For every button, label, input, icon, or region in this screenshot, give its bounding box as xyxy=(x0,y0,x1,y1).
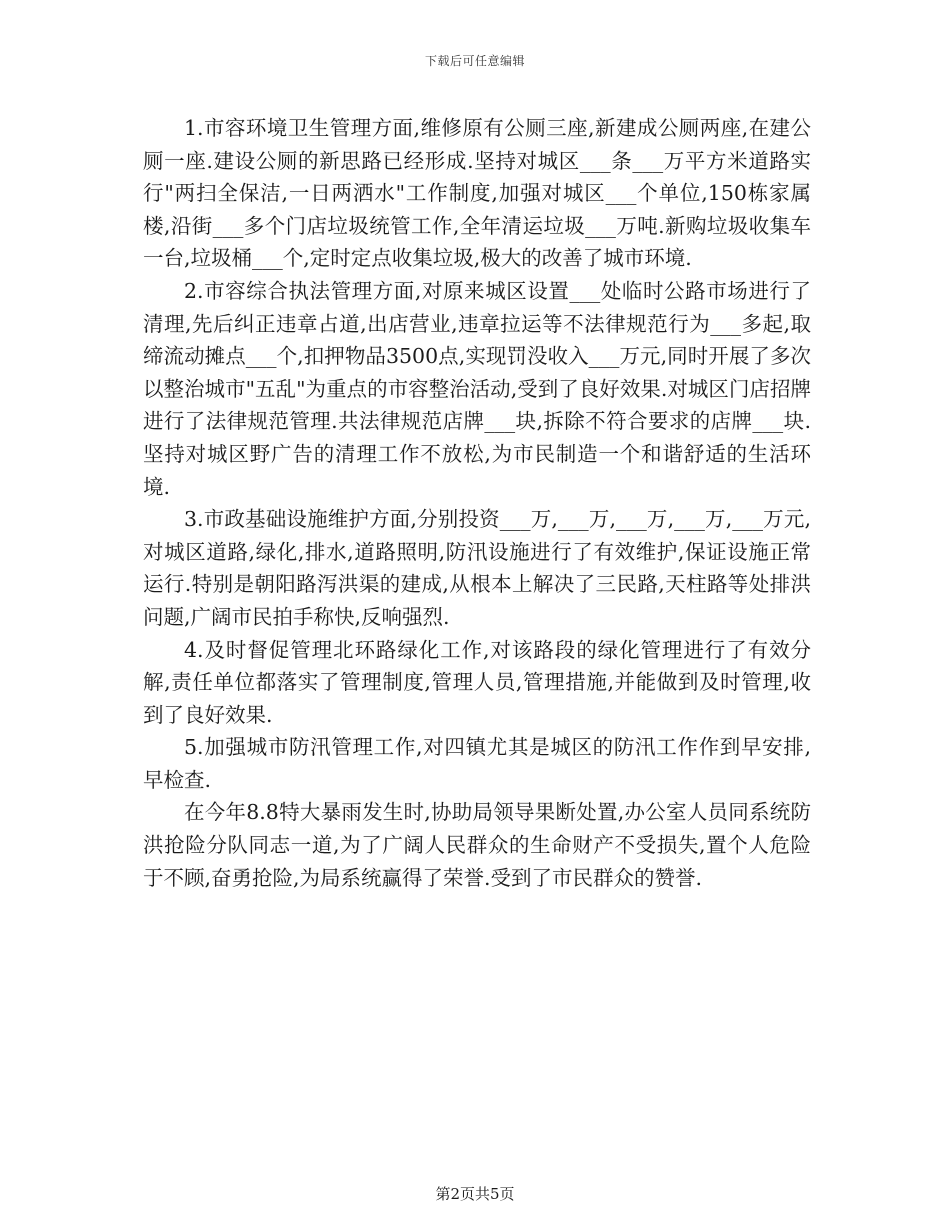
paragraph-1: 1.市容环境卫生管理方面,维修原有公厕三座,新建成公厕两座,在建公厕一座.建设公厕的新思路已经形成.坚持对城区___条___万平方米道路实行"两扫全保洁,一日两洒水"工作制度,加强对城区___个单位,150栋家属楼,沿街___多个门店垃圾统管工作,全年清运垃圾___万吨.新购垃圾收集车一台,垃圾桶___个,定时定点收集垃圾,极大的改善了城市环境. xyxy=(143,116,811,271)
paragraph-3: 3.市政基础设施维护方面,分别投资___万,___万,___万,___万,___万元,对城区道路,绿化,排水,道路照明,防汛设施进行了有效维护,保证设施正常运行.特别是朝阳路泻洪渠的建成,从根本上解决了三民路,天柱路等处排洪问题,广阔市民拍手称快,反响强烈. xyxy=(143,507,811,629)
page-header: 下载后可任意编辑 xyxy=(424,54,525,68)
paragraph-4: 4.及时督促管理北环路绿化工作,对该路段的绿化管理进行了有效分解,责任单位都落实了管理制度,管理人员,管理措施,并能做到及时管理,收到了良好效果. xyxy=(143,637,811,727)
paragraph-5: 5.加强城市防汛管理工作,对四镇尤其是城区的防汛工作作到早安排,早检查. xyxy=(143,735,811,792)
document-body xyxy=(143,112,811,894)
page-number: 第2页共5页 xyxy=(435,1185,515,1203)
paragraph-2: 2.市容综合执法管理方面,对原来城区设置___处临时公路市场进行了清理,先后纠正违章占道,出店营业,违章拉运等不法律规范行为___多起,取缔流动摊点___个,扣押物品3500点,实现罚没收入___万元,同时开展了多次以整治城市"五乱"为重点的市容整治活动,受到了良好效果.对城区门店招牌进行了法律规范管理.共法律规范店牌___块,拆除不符合要求的店牌___块.坚持对城区野广告的清理工作不放松,为市民制造一个和谐舒适的生活环境. xyxy=(143,278,811,499)
paragraph-6: 在今年8.8特大暴雨发生时,协助局领导果断处置,办公室人员同系统防洪抢险分队同志一道,为了广阔人民群众的生命财产不受损失,置个人危险于不顾,奋勇抢险,为局系统赢得了荣誉.受到了市民群众的赞誉. xyxy=(143,800,811,890)
